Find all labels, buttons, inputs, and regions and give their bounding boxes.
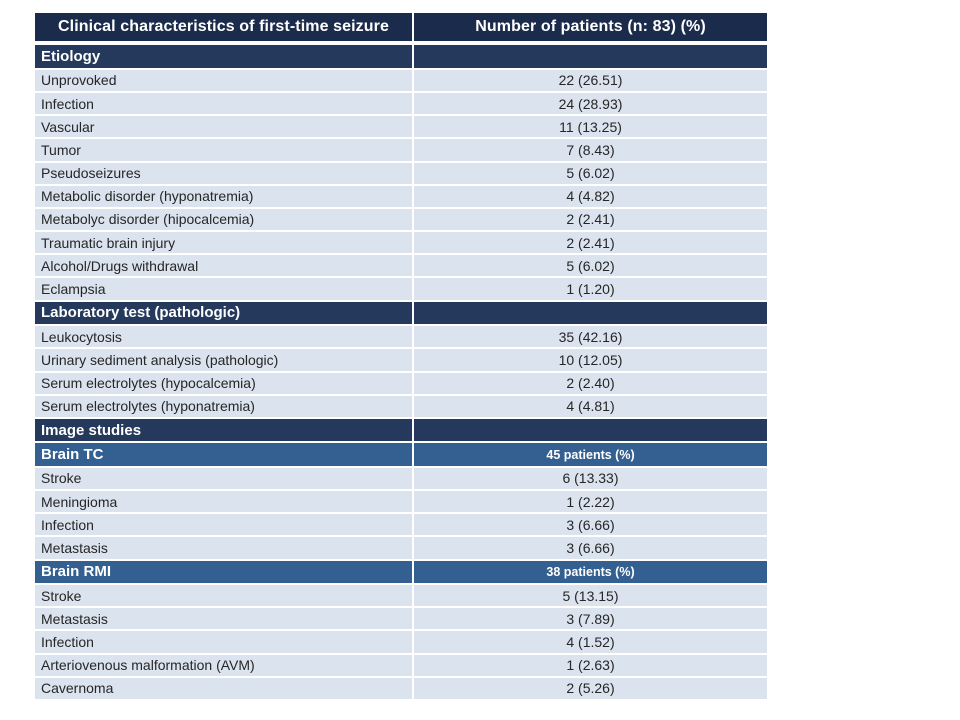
table-row <box>35 536 767 559</box>
row-value: 3 (6.66) <box>413 513 767 536</box>
row-label: Unprovoked <box>35 69 413 92</box>
row-label: Pseudoseizures <box>35 162 413 185</box>
row-value: 5 (6.02) <box>413 254 767 277</box>
table-row <box>35 231 767 254</box>
table-row <box>35 115 767 138</box>
table-row <box>35 654 767 677</box>
row-value: 1 (2.63) <box>413 654 767 677</box>
row-value: 35 (42.16) <box>413 325 767 348</box>
row-label: Tumor <box>35 138 413 161</box>
row-label: Stroke <box>35 584 413 607</box>
table-row <box>35 254 767 277</box>
row-label: Serum electrolytes (hypocalcemia) <box>35 372 413 395</box>
table-row <box>35 467 767 490</box>
table-row <box>35 630 767 653</box>
row-value: 1 (2.22) <box>413 490 767 513</box>
table-body <box>35 43 767 699</box>
table-row <box>35 348 767 371</box>
row-label: Infection <box>35 513 413 536</box>
row-label: Cavernoma <box>35 677 413 699</box>
table-row <box>35 92 767 115</box>
row-label: Metabolic disorder (hyponatremia) <box>35 185 413 208</box>
row-value: 6 (13.33) <box>413 467 767 490</box>
row-label: Eclampsia <box>35 277 413 300</box>
row-value: 3 (7.89) <box>413 607 767 630</box>
table-row <box>35 277 767 300</box>
row-label: Urinary sediment analysis (pathologic) <box>35 348 413 371</box>
subsection-header-row <box>35 442 767 466</box>
header-cell-patient-count: Number of patients (n: 83) (%) <box>413 13 767 43</box>
row-label: Metabolyc disorder (hipocalcemia) <box>35 208 413 231</box>
row-label: Metastasis <box>35 536 413 559</box>
row-value: 7 (8.43) <box>413 138 767 161</box>
row-value: 5 (6.02) <box>413 162 767 185</box>
clinical-characteristics-table <box>35 13 767 699</box>
row-label: Meningioma <box>35 490 413 513</box>
table-row <box>35 490 767 513</box>
row-value: 10 (12.05) <box>413 348 767 371</box>
subsection-value: 45 patients (%) <box>413 442 767 466</box>
subsection-header-row <box>35 560 767 584</box>
row-label: Arteriovenous malformation (AVM) <box>35 654 413 677</box>
row-label: Infection <box>35 630 413 653</box>
subsection-value: 38 patients (%) <box>413 560 767 584</box>
table-row <box>35 372 767 395</box>
row-label: Stroke <box>35 467 413 490</box>
row-label: Alcohol/Drugs withdrawal <box>35 254 413 277</box>
row-value: 2 (5.26) <box>413 677 767 699</box>
section-value <box>413 301 767 325</box>
row-label: Traumatic brain injury <box>35 231 413 254</box>
subsection-label: Brain TC <box>35 442 413 466</box>
row-value: 5 (13.15) <box>413 584 767 607</box>
table-row <box>35 607 767 630</box>
subsection-label: Brain RMI <box>35 560 413 584</box>
row-value: 3 (6.66) <box>413 536 767 559</box>
section-header-row <box>35 43 767 69</box>
section-label: Laboratory test (pathologic) <box>35 301 413 325</box>
row-value: 1 (1.20) <box>413 277 767 300</box>
table-row <box>35 395 767 418</box>
row-value: 2 (2.41) <box>413 231 767 254</box>
section-value <box>413 43 767 69</box>
row-label: Serum electrolytes (hyponatremia) <box>35 395 413 418</box>
table-row <box>35 138 767 161</box>
table-row <box>35 325 767 348</box>
section-label: Image studies <box>35 418 413 442</box>
row-label: Vascular <box>35 115 413 138</box>
section-value <box>413 418 767 442</box>
row-value: 11 (13.25) <box>413 115 767 138</box>
row-value: 2 (2.41) <box>413 208 767 231</box>
row-value: 4 (4.82) <box>413 185 767 208</box>
section-label: Etiology <box>35 43 413 69</box>
row-label: Leukocytosis <box>35 325 413 348</box>
table-row <box>35 208 767 231</box>
table-row <box>35 69 767 92</box>
table-row <box>35 185 767 208</box>
section-header-row <box>35 418 767 442</box>
row-label: Infection <box>35 92 413 115</box>
row-value: 2 (2.40) <box>413 372 767 395</box>
row-value: 4 (1.52) <box>413 630 767 653</box>
section-header-row <box>35 301 767 325</box>
table-row <box>35 513 767 536</box>
table-row <box>35 162 767 185</box>
table-row <box>35 677 767 699</box>
row-label: Metastasis <box>35 607 413 630</box>
header-cell-characteristics: Clinical characteristics of first-time seizure <box>35 13 413 43</box>
row-value: 22 (26.51) <box>413 69 767 92</box>
row-value: 24 (28.93) <box>413 92 767 115</box>
table-header-row <box>35 13 767 43</box>
row-value: 4 (4.81) <box>413 395 767 418</box>
table-row <box>35 584 767 607</box>
